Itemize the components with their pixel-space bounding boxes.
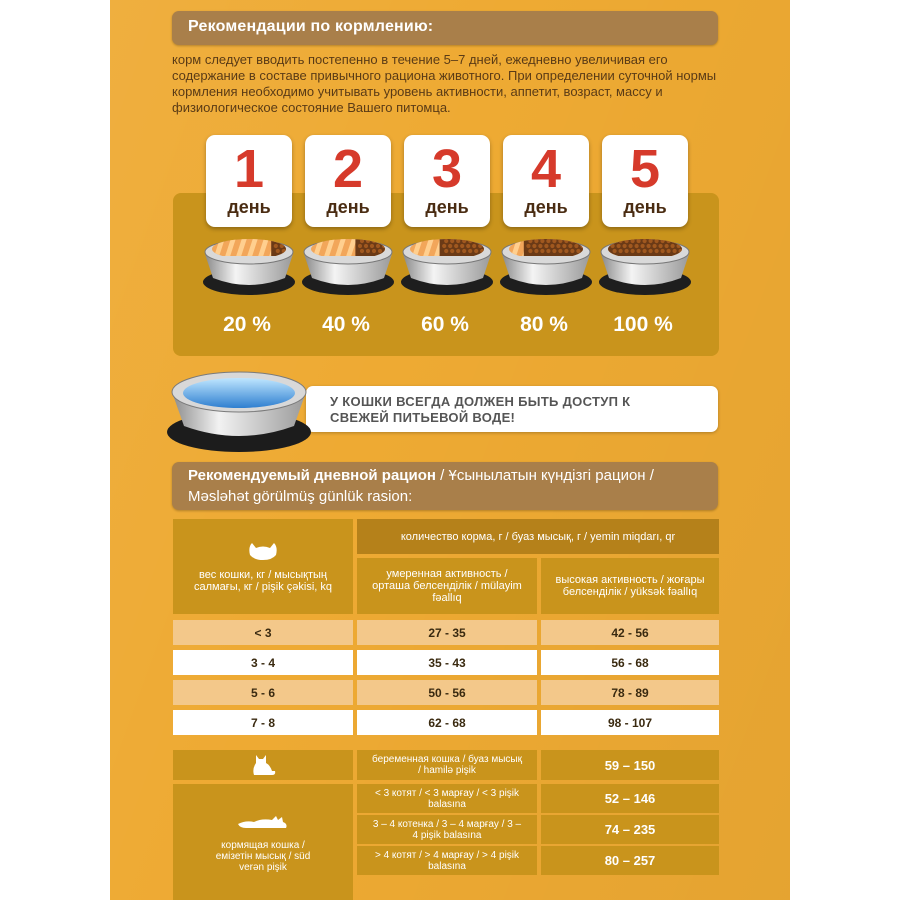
weight-header-cell <box>173 519 353 614</box>
day-percent: 100 % <box>613 313 673 336</box>
day-word: день <box>623 197 667 217</box>
table-row <box>173 710 719 735</box>
water-note-text: У КОШКИ ВСЕГДА ДОЛЖЕН БЫТЬ ДОСТУП К СВЕЖЕЙ ПИТЬЕВОЙ ВОДЕ! <box>330 394 631 425</box>
special-label: 3 – 4 котенка / 3 – 4 марғау / 3 – 4 pişik balasına <box>357 815 537 844</box>
day-number: 2 <box>332 139 364 199</box>
ration-title-line1 <box>188 467 654 484</box>
nursing-label: кормящая кошка / емізетін мысық / süd verən pişik <box>215 839 311 873</box>
day-number: 1 <box>233 139 265 199</box>
table-row <box>173 650 719 675</box>
ration-title-band <box>172 462 718 510</box>
moderate-cell: 62 - 68 <box>357 710 537 735</box>
day-word: день <box>326 197 370 217</box>
day-card-3 <box>404 135 490 227</box>
moderate-cell: 50 - 56 <box>357 680 537 705</box>
day-percent: 80 % <box>520 313 568 336</box>
day-number: 5 <box>629 139 661 199</box>
special-value: 74 – 235 <box>541 815 719 844</box>
day-card-5 <box>602 135 688 227</box>
food-bowl-icon <box>498 232 594 298</box>
nursing-cell <box>173 784 353 900</box>
lying-cat-icon <box>236 812 290 830</box>
day-number: 3 <box>431 139 463 199</box>
feeding-title: Рекомендации по кормлению: <box>188 18 434 35</box>
day-card-2 <box>305 135 391 227</box>
amount-header: количество корма, г / буаз мысық, г / yemin miqdarı, qr <box>357 519 719 554</box>
table-row <box>173 680 719 705</box>
day-word: день <box>425 197 469 217</box>
moderate-activity-header: умеренная активность / орташа белсенділік / mülayim fəallıq <box>357 558 537 614</box>
high-cell: 42 - 56 <box>541 620 719 645</box>
weight-header: вес кошки, кг / мысықтың салмағы, кг / pişik çəkisi, kq <box>193 568 333 593</box>
feeding-intro: корм следует вводить постепенно в течение 5–7 дней, ежедневно увеличивая его содержание в составе привычного рациона животного. При определении суточной нормы кормления необходимо учитывать уровень активности, аппетит, возраст, массу и физиологическое состояние Вашего питомца. <box>172 52 717 115</box>
day-percent: 20 % <box>223 313 271 336</box>
weight-cell: 5 - 6 <box>173 680 353 705</box>
food-bowl-icon <box>300 232 396 298</box>
ration-title-rest: / Ұсынылатын күндізгі рацион / <box>435 467 654 484</box>
moderate-cell: 27 - 35 <box>357 620 537 645</box>
food-bowl-icon <box>597 232 693 298</box>
special-label: < 3 котят / < 3 марғау / < 3 pişik balasına <box>357 784 537 813</box>
day-percent: 60 % <box>421 313 469 336</box>
water-note <box>306 386 718 432</box>
day-word: день <box>524 197 568 217</box>
water-bowl-icon <box>160 362 318 454</box>
moderate-cell: 35 - 43 <box>357 650 537 675</box>
special-label: > 4 котят / > 4 марғау / > 4 pişik balasına <box>357 846 537 875</box>
day-number: 4 <box>530 139 562 199</box>
ration-title-line2: Məsləhət görülmüş günlük rasion: <box>188 488 413 505</box>
sitting-cat-icon <box>248 753 278 777</box>
high-cell: 98 - 107 <box>541 710 719 735</box>
food-bowl-icon <box>201 232 297 298</box>
food-bowl-icon <box>399 232 495 298</box>
table-row <box>173 620 719 645</box>
high-activity-header: высокая активность / жоғары белсенділік / yüksək fəallıq <box>541 558 719 614</box>
special-label: беременная кошка / буаз мысық / hamilə pişik <box>357 750 537 780</box>
day-percent: 40 % <box>322 313 370 336</box>
special-value: 59 – 150 <box>541 750 719 780</box>
high-cell: 56 - 68 <box>541 650 719 675</box>
special-value: 80 – 257 <box>541 846 719 875</box>
high-cell: 78 - 89 <box>541 680 719 705</box>
weight-cell: 3 - 4 <box>173 650 353 675</box>
cat-head-icon <box>246 541 280 561</box>
pregnant-icon-cell <box>173 750 353 780</box>
ration-title-bold: Рекомендуемый дневной рацион <box>188 467 436 484</box>
weight-cell: < 3 <box>173 620 353 645</box>
day-card-4 <box>503 135 589 227</box>
special-value: 52 – 146 <box>541 784 719 813</box>
weight-cell: 7 - 8 <box>173 710 353 735</box>
day-word: день <box>227 197 271 217</box>
feeding-title-band <box>172 11 718 45</box>
day-card-1 <box>206 135 292 227</box>
